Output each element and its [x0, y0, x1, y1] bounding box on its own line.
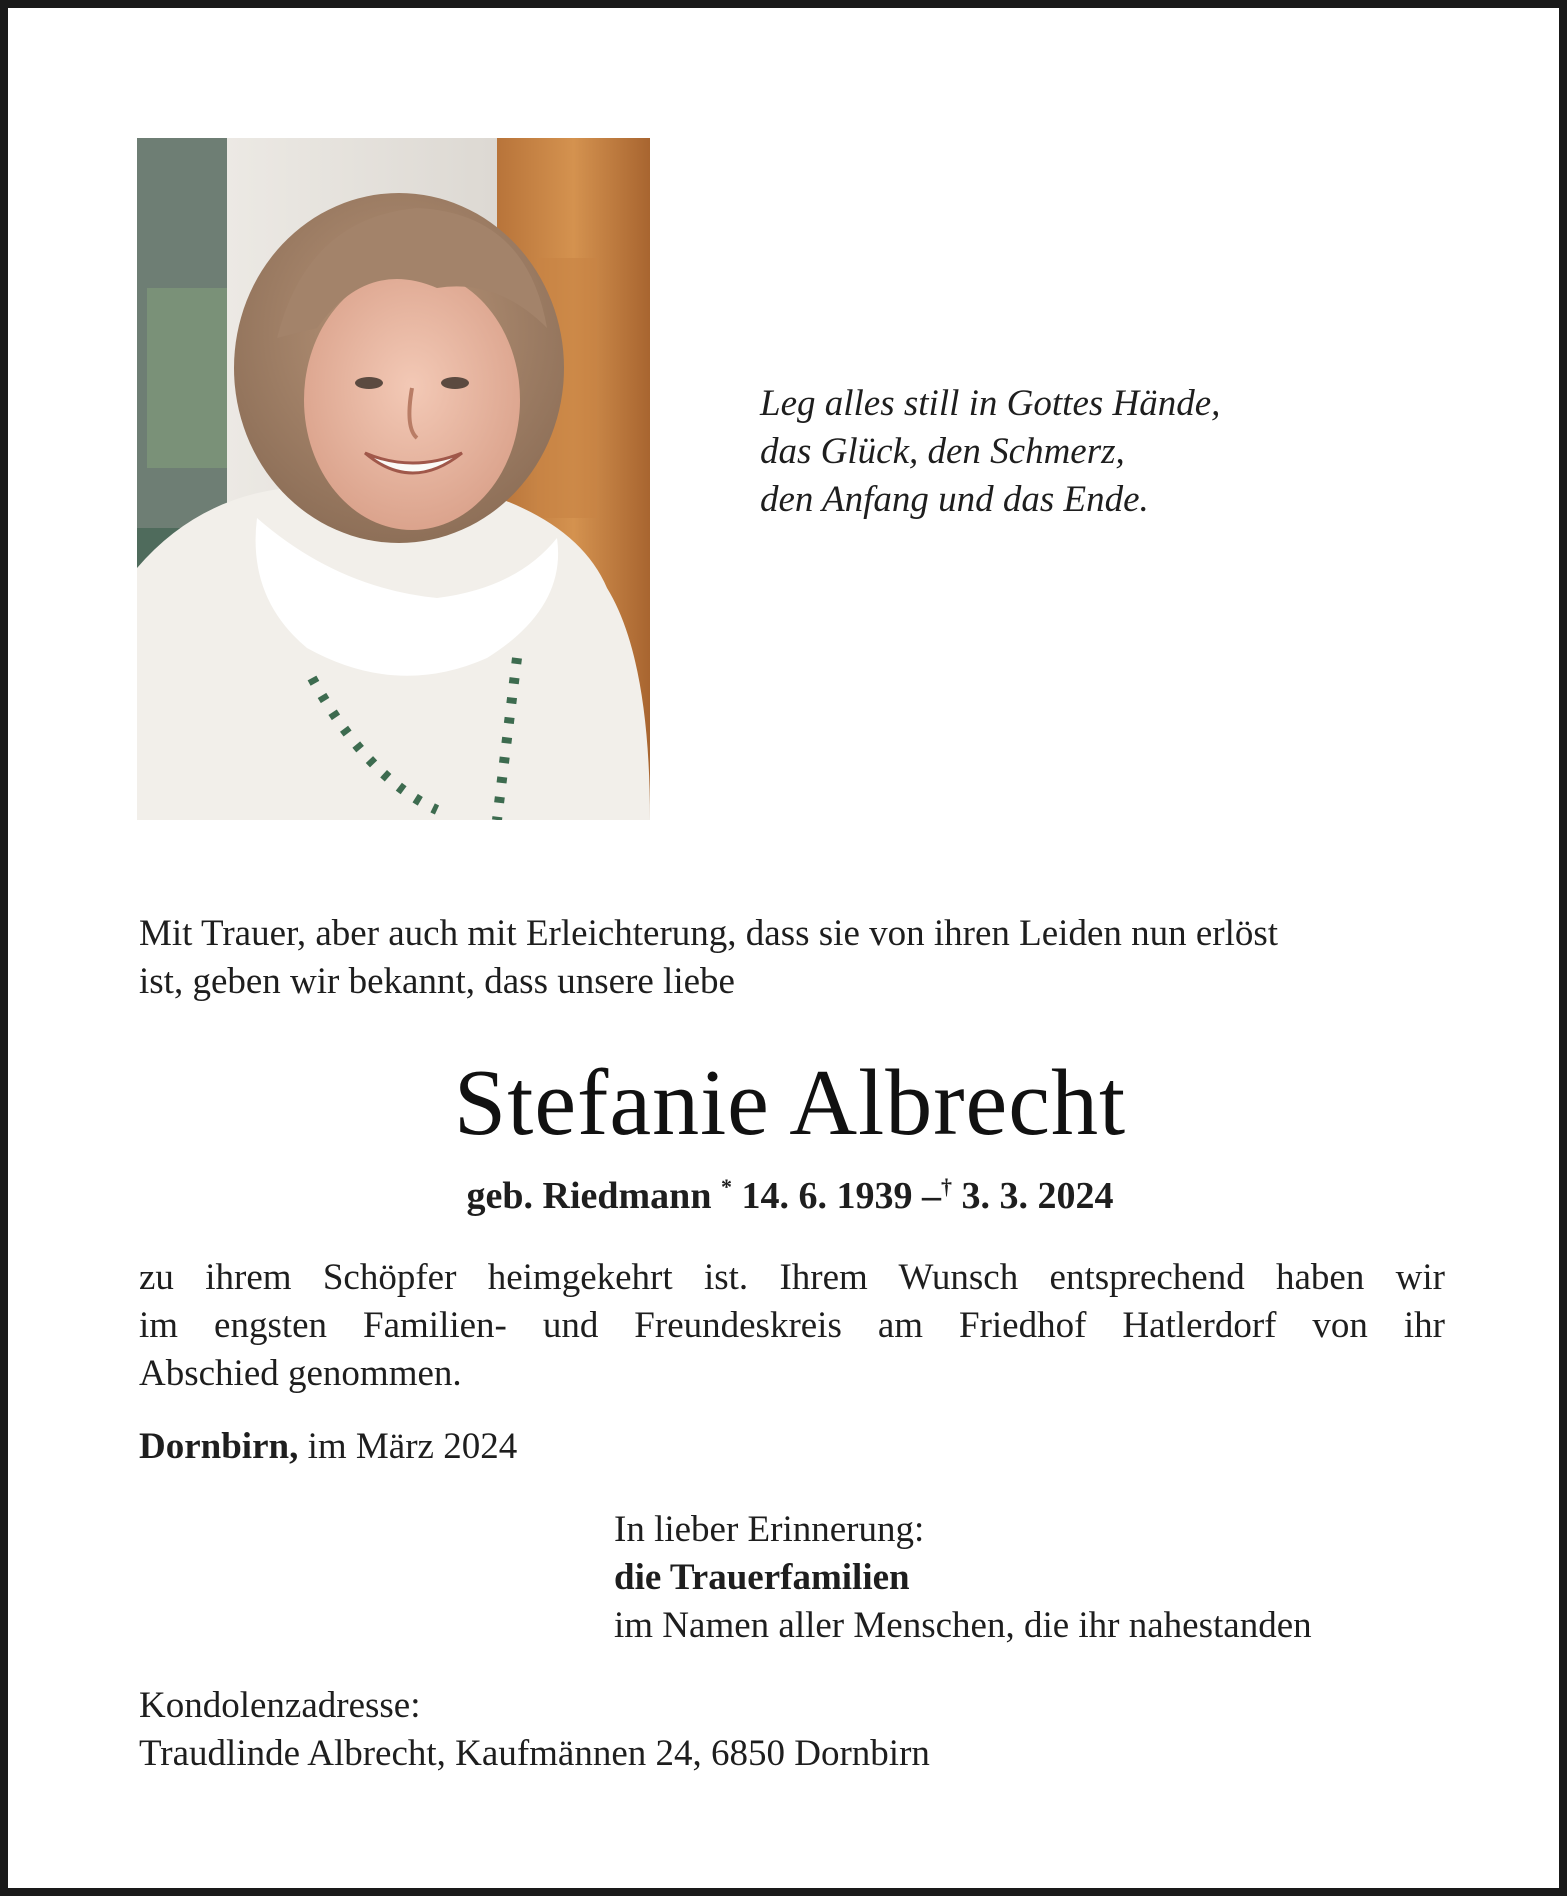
death-date: 3. 3. 2024	[961, 1175, 1114, 1217]
birth-symbol: *	[720, 1174, 732, 1199]
birth-date: 14. 6. 1939	[741, 1175, 913, 1217]
portrait-photo	[137, 138, 650, 820]
verse	[760, 380, 1400, 524]
intro-line: ist, geben wir bekannt, dass unsere liebe	[139, 961, 735, 1002]
condolence-address	[139, 1682, 1339, 1778]
closing-signature	[614, 1506, 1454, 1650]
body-line: zu ihrem Schöpfer heimgekehrt ist. Ihrem Wunsch entsprechend haben wir	[139, 1257, 1445, 1298]
deceased-name: Stefanie Albrecht	[453, 1051, 1127, 1155]
body-line: Abschied genommen.	[139, 1353, 462, 1394]
verse-line: den Anfang und das Ende.	[760, 479, 1149, 520]
verse-line: Leg alles still in Gottes Hände,	[760, 383, 1221, 424]
date: im März 2024	[307, 1426, 518, 1467]
condolence-label: Kondolenzadresse:	[139, 1685, 421, 1726]
death-symbol: †	[940, 1174, 952, 1199]
closing-line: In lieber Erinnerung:	[614, 1509, 925, 1550]
body-text	[139, 1254, 1445, 1398]
mourning-families: die Trauerfamilien	[614, 1557, 910, 1598]
closing-line: im Namen aller Menschen, die ihr nahestanden	[614, 1605, 1312, 1646]
intro-text	[139, 910, 1449, 1006]
birth-name: geb. Riedmann	[466, 1175, 712, 1217]
intro-line: Mit Trauer, aber auch mit Erleichterung, dass sie von ihren Leiden nun erlöst	[139, 913, 1279, 954]
condolence-address-line: Traudlinde Albrecht, Kaufmännen 24, 6850 Dornbirn	[139, 1733, 930, 1774]
place: Dornbirn,	[139, 1426, 299, 1467]
date-separator: –	[921, 1175, 941, 1217]
body-line: im engsten Familien- und Freundeskreis am Friedhof Hatlerdorf von ihr	[139, 1305, 1445, 1346]
life-dates	[137, 1172, 1443, 1220]
place-date	[139, 1423, 517, 1471]
portrait-illustration	[137, 138, 650, 820]
verse-line: das Glück, den Schmerz,	[760, 431, 1125, 472]
